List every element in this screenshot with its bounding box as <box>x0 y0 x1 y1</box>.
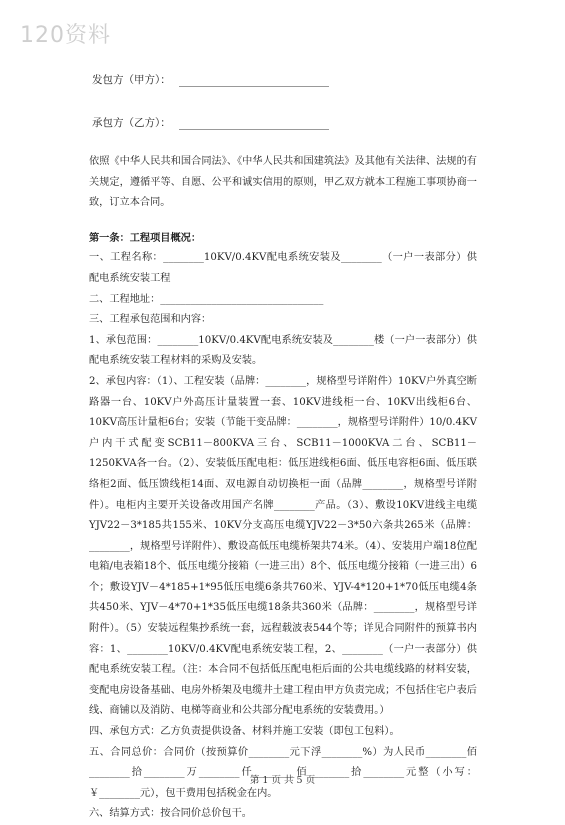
project-address: 二、工程地址：________________________________ <box>89 293 324 305</box>
scope-content: 2、承包内容：（1）、工程安装（品牌：________，规格型号详附件）10KV户外真空断路器一台、10KV户外高压计量装置一套、10KV进线柜一台、10KV出线柜6台、10KV高压计量柜6台；安装（节能干变品牌：________，规格型号详附件）10/0.4KV户内干式配变SCB11－800KVA三台、SCB11－1000KVA二台、SCB11－1250KVA各一台。（2）、安装低压配电柜：低压进线柜6面、低压电容柜6面、低压联络柜2面、低压馈线柜14面、双电源自动切换柜一面（品牌________，规格型号详附件）。电柜内主要开关设备改用国产名牌________产品。（3）、敷设10KV进线主电缆YJV22－3*185共155米、10KV分支高压电缆YJV22－3*50六条共265米（品牌：________，规格型号详附件）、敷设高低压电缆桥架共74米。（4）、安装用户端18位配电箱/电表箱18个、低压电缆分接箱（一进三出）8个、低压电缆分接箱（一进三出）6个；敷设YJV－4*185+1*95低压电缆6条共760米、YJV-4*120+1*70低压电缆4条共450米、YJV－4*70+1*35低压电缆18条共360米（品牌：________，规格型号详附件）。（5）安装远程集抄系统一套，远程载波表544个等；详见合同附件的预算书内容：1、________10KV/0.4KV配电系统安装工程，2、________（一户一表部分）供配电系统安装工程。（注：本合同不包括低压配电柜后面的公共电缆线路的材料安装，变配电房设备基础、电房外桥架及电缆井土建工程由甲方负责完成；不包括住宅户表后线、商铺以及消防、电梯等商业和公共部分配电系统的安装费用。） <box>89 375 477 717</box>
party-a-row <box>92 72 329 87</box>
settlement-method: 六、结算方式：按合同价总价包干。 <box>89 808 252 820</box>
party-b-blank <box>179 119 329 130</box>
page-footer: 第 1 页 共 5 页 <box>249 775 316 786</box>
article1-heading: 第一条：工程项目概况： <box>89 231 202 244</box>
contract-method: 四、承包方式：乙方负责提供设备、材料并施工安装（即包工包料）。 <box>89 726 400 738</box>
contract-price: 五、合同总价：合同价（按预算价________元下浮________%）为人民币________佰________拾________万________仟________佰________拾________元整（小写：￥________元），包干费用包括税金在内。 <box>89 746 477 799</box>
party-b-label: 承包方（乙方）： <box>92 117 171 129</box>
contract-body <box>89 152 477 825</box>
project-name: 一、工程名称：________10KV/0.4KV配电系统安装及________（一户一表部分）供配电系统安装工程 <box>89 252 477 284</box>
intro-paragraph: 依照《中华人民共和国合同法》、《中华人民共和国建筑法》及其他有关法律、法规的有关规定，遵循平等、自愿、公平和诚实信用的原则，甲乙双方就本工程施工事项协商一致，订立本合同。 <box>89 156 477 209</box>
scope-range: 1、承包范围：________10KV/0.4KV配电系统安装及________楼（一户一表部分）供配电系统安装工程材料的采购及安装。 <box>89 334 477 367</box>
watermark: 120资料 <box>20 23 111 48</box>
party-b-row <box>92 115 329 130</box>
scope-heading: 三、工程承包范围和内容： <box>89 314 212 326</box>
party-a-label: 发包方（甲方）： <box>92 74 171 86</box>
party-a-blank <box>179 76 329 87</box>
